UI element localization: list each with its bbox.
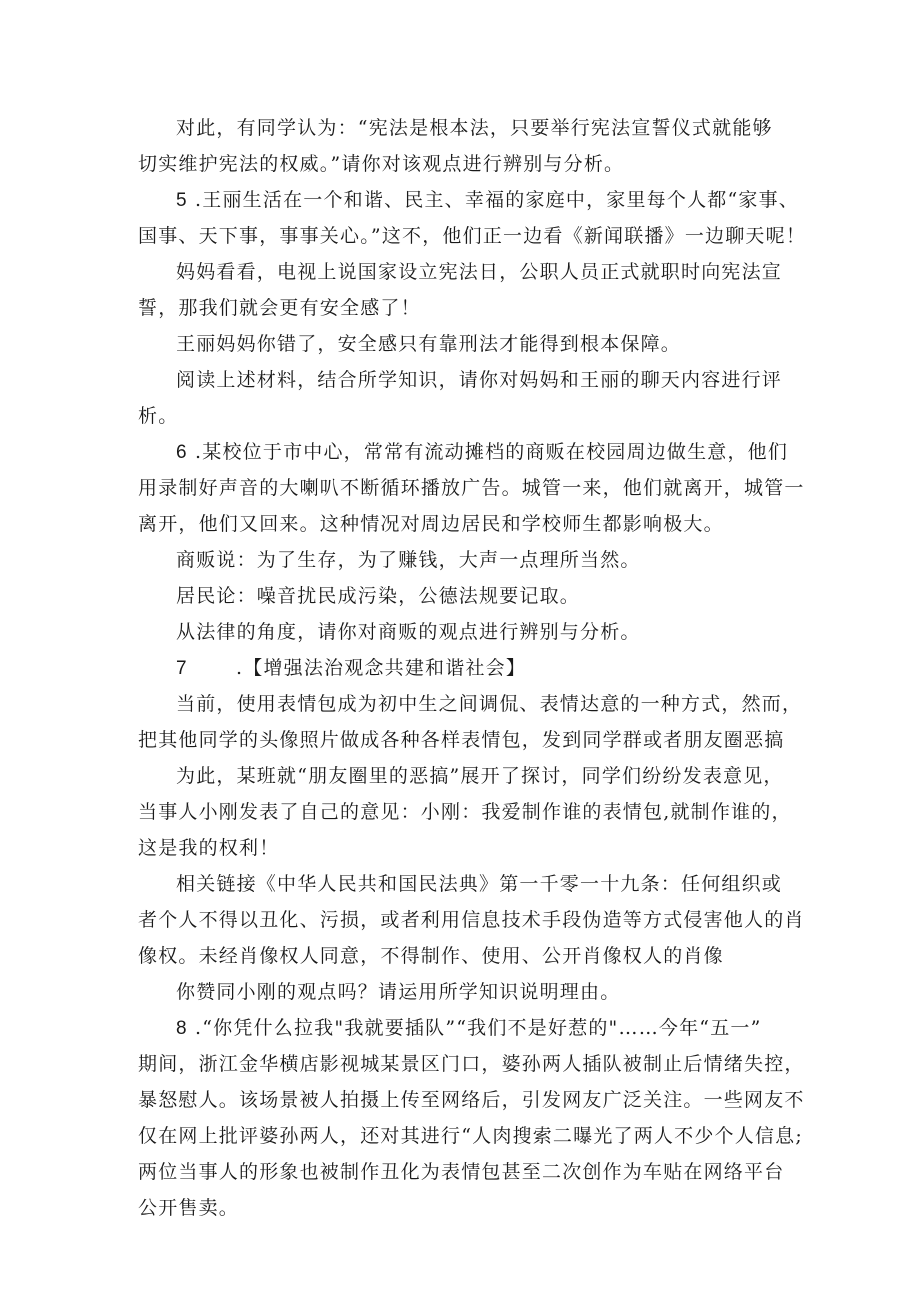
paragraph-line: 像权。未经肖像权人同意，不得制作、使用、公开肖像权人的肖像 [138, 945, 724, 967]
paragraph-line: 暴怒慰人。该场景被人拍摄上传至网络后，引发网友广泛关注。一些网友不 [138, 1089, 805, 1111]
paragraph-line: 公开售卖。 [138, 1197, 240, 1219]
paragraph-line: 当事人小刚发表了自己的意见：小刚：我爱制作谁的表情包,就制作谁的， [138, 801, 792, 823]
paragraph-line: 用录制好声音的大喇叭不断循环播放广告。城管一来，他们就离开，城管一 [138, 477, 805, 499]
paragraph-line: 两位当事人的形象也被制作丑化为表情包甚至二次创作为车贴在网络平台 [138, 1161, 785, 1183]
paragraph-line: 当前，使用表情包成为初中生之间调侃、表情达意的一种方式，然而， [176, 693, 803, 715]
paragraph-line: 国事、天下事，事事关心。”这不，他们正一边看《新闻联播》一边聊天呢！ [138, 225, 807, 247]
paragraph-line: 切实维护宪法的权威。”请你对该观点进行辨别与分析。 [138, 153, 625, 175]
question-5-number: 5 [176, 190, 188, 211]
paragraph-line: 从法律的角度，请你对商贩的观点进行辨别与分析。 [176, 621, 641, 643]
paragraph-line: 这是我的权利！ [138, 837, 280, 859]
question-5-line [138, 182, 798, 218]
document-body [138, 110, 807, 1226]
paragraph-line: 相关链接《中华人民共和国民法典》第一千零一十九条：任何组织或 [176, 873, 783, 895]
question-8-line [138, 1010, 798, 1046]
question-7-line [138, 650, 798, 686]
paragraph-line: 誓，那我们就会更有安全感了！ [138, 297, 421, 319]
question-8-text: .“你凭什么拉我"我就要插队”“我们不是好惹的"……今年“五一” [195, 1017, 762, 1039]
question-5-text: .王丽生活在一个和谐、民主、幸福的家庭中，家里每个人都“家事、 [195, 189, 799, 211]
question-6-line [138, 434, 798, 470]
paragraph-line: 居民论：噪音扰民成污染，公德法规要记取。 [176, 585, 581, 607]
paragraph-line: 离开，他们又回来。这种情况对周边居民和学校师生都影响极大。 [138, 513, 724, 535]
question-7-number: 7 [176, 658, 188, 679]
paragraph-line: 期间，浙江金华横店影视城某景区门口，婆孙两人插队被制止后情绪失控， [138, 1053, 805, 1075]
paragraph-line: 妈妈看看，电视上说国家设立宪法日，公职人员正式就职时向宪法宣 [176, 261, 783, 283]
paragraph-line: 王丽妈妈你错了，安全感只有靠刑法才能得到根本保障。 [176, 333, 682, 355]
paragraph-line: 把其他同学的头像照片做成各种各样表情包，发到同学群或者朋友圈恶搞 [138, 729, 785, 751]
paragraph-line: 为此，某班就“朋友圈里的恶搞”展开了探讨，同学们纷纷发表意见， [176, 765, 784, 787]
paragraph-line: 阅读上述材料，结合所学知识，请你对妈妈和王丽的聊天内容进行评 [176, 369, 783, 391]
question-8-number: 8 [176, 1018, 188, 1039]
paragraph-line: 仅在网上批评婆孙两人，还对其进行“人肉搜索二曝光了两人不少个人信息; [138, 1125, 803, 1147]
paragraph-line: 者个人不得以丑化、污损，或者利用信息技术手段伪造等方式侵害他人的肖 [138, 909, 805, 931]
paragraph-line: 你赞同小刚的观点吗？请运用所学知识说明理由。 [176, 981, 621, 1003]
paragraph-line: 析。 [138, 405, 179, 427]
question-6-number: 6 [176, 442, 188, 463]
paragraph-line: 对此，有同学认为：“宪法是根本法，只要举行宪法宣誓仪式就能够 [176, 117, 773, 139]
question-6-text: .某校位于市中心，常常有流动摊档的商贩在校园周边做生意，他们 [195, 441, 789, 463]
paragraph-line: 商贩说：为了生存，为了赚钱，大声一点理所当然。 [176, 549, 641, 571]
question-7-title: .【增强法治观念共建和谐社会】 [236, 657, 527, 679]
